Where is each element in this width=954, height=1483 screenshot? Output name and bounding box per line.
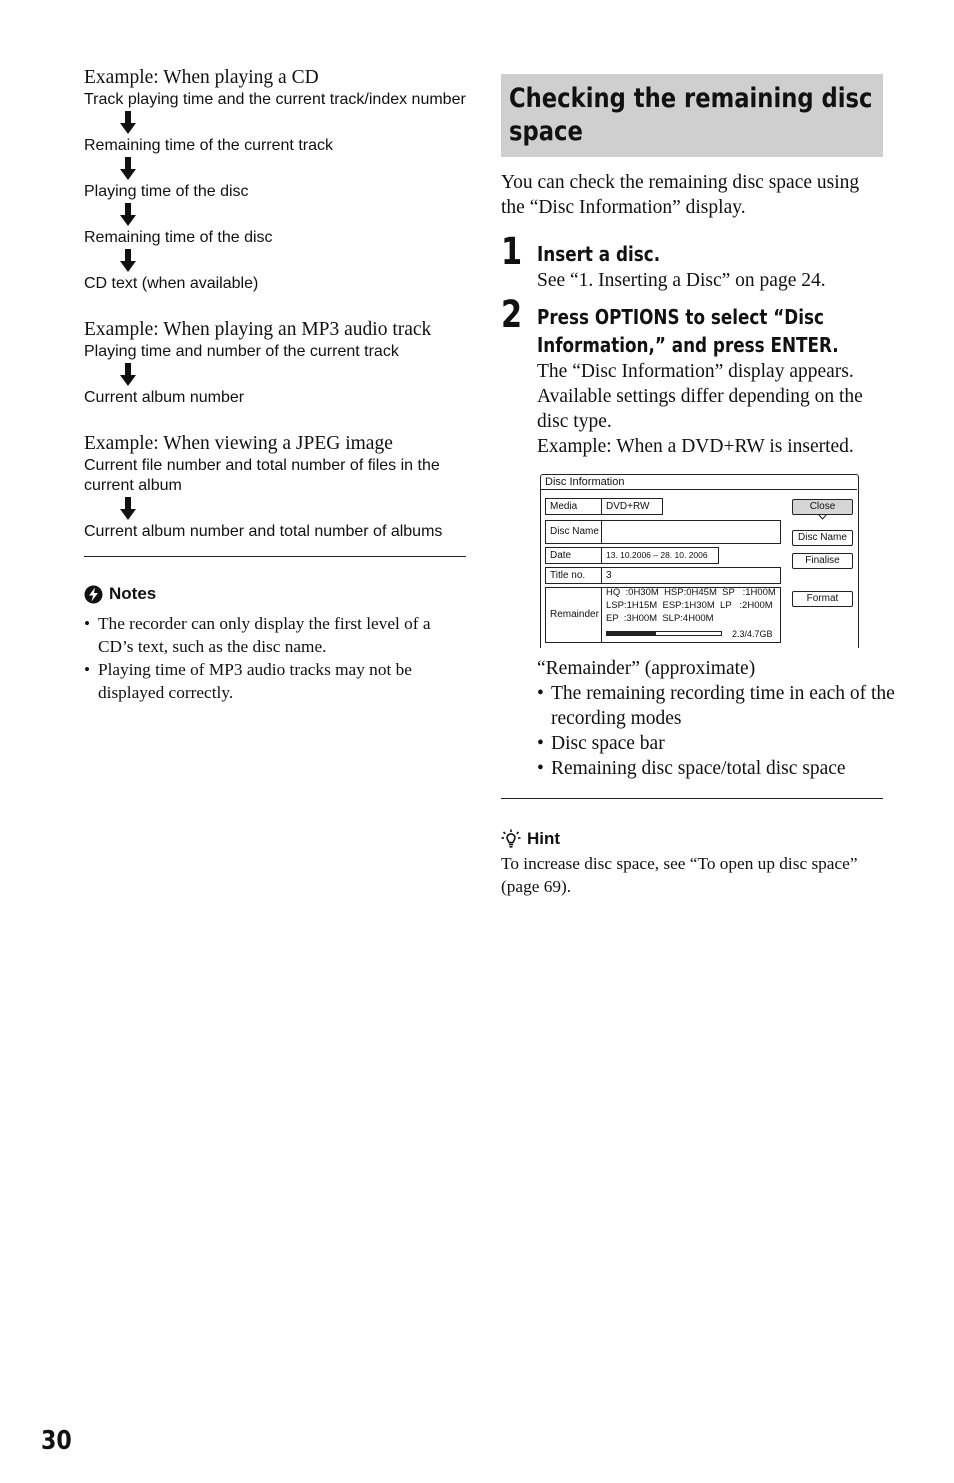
mp3-example	[84, 318, 468, 408]
section-divider	[501, 798, 883, 799]
section-divider	[84, 556, 466, 557]
notes-icon	[84, 585, 103, 604]
disc-name-field	[601, 520, 781, 544]
remainder-item: • Disc space bar	[537, 733, 665, 754]
jpeg-example	[84, 432, 468, 542]
note-item: • The recorder can only display the first level of a CD’s text, such as the disc name.	[84, 614, 431, 656]
step-example: Example: When a DVD+RW is inserted.	[537, 436, 854, 457]
remainder-explanation	[537, 656, 897, 781]
cd-flow-item: Track playing time and the current track/index number	[84, 91, 466, 108]
step-title: Insert a disc.	[537, 242, 661, 266]
intro-text: You can check the remaining disc space using the “Disc Information” display.	[501, 172, 860, 218]
section-title: Checking the remaining disc space	[509, 83, 873, 147]
finalise-button[interactable]: Finalise	[792, 553, 853, 569]
down-arrow-icon	[120, 363, 136, 387]
dialog-title: Disc Information	[545, 476, 625, 488]
down-arrow-icon	[120, 497, 136, 521]
remainder-label: Remainder	[545, 587, 602, 643]
note-item: • Playing time of MP3 audio tracks may not be displayed correctly.	[84, 660, 412, 702]
down-arrow-icon	[120, 203, 136, 227]
disc-space-bar	[606, 631, 722, 636]
mp3-example-title: Example: When playing an MP3 audio track	[84, 319, 432, 340]
hint-label: Hint	[527, 829, 561, 848]
down-arrow-icon	[120, 249, 136, 273]
hint-box	[501, 828, 883, 898]
chevron-down-icon	[818, 514, 827, 520]
cd-example-title: Example: When playing a CD	[84, 67, 319, 88]
right-column	[501, 74, 895, 896]
step-number: 2	[501, 293, 523, 336]
disc-name-button[interactable]: Disc Name	[792, 530, 853, 546]
remainder-line: EP :3H00M SLP:4H00M	[606, 613, 714, 624]
down-arrow-icon	[120, 111, 136, 135]
media-value: DVD+RW	[601, 498, 663, 515]
step-2	[501, 293, 883, 459]
date-value: 13. 10.2006 – 28. 10. 2006	[601, 547, 719, 564]
cd-flow-item: Playing time of the disc	[84, 183, 249, 200]
close-button[interactable]: Close	[792, 499, 853, 515]
step-number: 1	[501, 230, 523, 273]
step-body: The “Disc Information” display appears. Available settings differ depending on the disc type.	[537, 361, 863, 432]
disc-information-dialog	[540, 474, 860, 647]
left-column	[84, 66, 468, 705]
media-label: Media	[545, 498, 602, 515]
notes-heading	[84, 583, 468, 605]
cd-flow-item: Remaining time of the current track	[84, 137, 333, 154]
title-no-value: 3	[601, 567, 781, 584]
mp3-flow-item: Current album number	[84, 389, 245, 406]
down-arrow-icon	[120, 157, 136, 181]
section-heading	[501, 74, 883, 157]
remainder-item: • The remaining recording time in each of the recording modes	[537, 683, 895, 729]
mp3-flow-item: Playing time and number of the current track	[84, 343, 399, 360]
notes-label: Notes	[109, 584, 157, 603]
remainder-line: HQ :0H30M HSP:0H45M SP :1H00M	[606, 587, 776, 598]
remainder-list	[537, 681, 897, 781]
hint-text: To increase disc space, see “To open up disc space” (page 69).	[501, 854, 858, 896]
cd-flow-item: CD text (when available)	[84, 275, 259, 292]
jpeg-flow-item: Current file number and total number of files in the current album	[84, 457, 440, 494]
remainder-item: • Remaining disc space/total disc space	[537, 758, 846, 779]
remainder-caption: “Remainder” (approximate)	[537, 658, 756, 679]
step-body: See “1. Inserting a Disc” on page 24.	[537, 270, 826, 291]
jpeg-example-title: Example: When viewing a JPEG image	[84, 433, 393, 454]
date-label: Date	[545, 547, 602, 564]
format-button[interactable]: Format	[792, 591, 853, 607]
step-1	[501, 230, 883, 293]
page-number: 30	[41, 1426, 72, 1456]
title-no-label: Title no.	[545, 567, 602, 584]
lightbulb-icon	[501, 829, 521, 849]
jpeg-flow-item: Current album number and total number of albums	[84, 523, 443, 540]
notes-list	[84, 613, 468, 704]
disc-name-label: Disc Name	[545, 520, 602, 544]
cd-example	[84, 66, 468, 294]
cd-flow-item: Remaining time of the disc	[84, 229, 273, 246]
disc-space-bar-fill	[607, 632, 656, 635]
step-title: Press OPTIONS to select “Disc Information,” and press ENTER.	[537, 305, 839, 357]
dialog-divider	[540, 489, 857, 490]
disc-space-text: 2.3/4.7GB	[732, 629, 773, 639]
hint-heading	[501, 828, 883, 850]
remainder-line: LSP:1H15M ESP:1H30M LP :2H00M	[606, 600, 773, 611]
